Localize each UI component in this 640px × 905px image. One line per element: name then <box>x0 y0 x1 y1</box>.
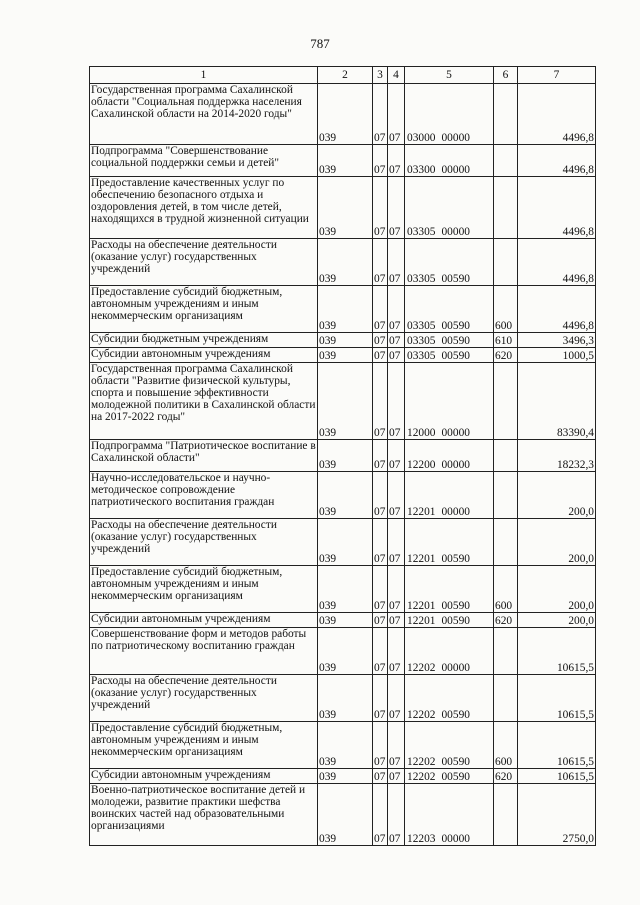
cell-ministry <box>318 239 373 286</box>
cell-amount <box>518 286 596 333</box>
cell-target-article <box>405 675 494 722</box>
cell-section <box>373 566 388 613</box>
table-row <box>90 722 596 769</box>
cell-name <box>90 675 318 722</box>
cell-expense-type <box>494 333 518 348</box>
cell-amount <box>518 675 596 722</box>
row-name: Государственная программа Сахалинской области "Развитие физической культуры, спорта и повышение эффективности молодежной политики в Сахалинской области на 2017-2022 годы" <box>91 363 316 424</box>
subsection-code: 07 <box>389 163 401 176</box>
cell-expense-type <box>494 84 518 145</box>
target-article-part2: 00590 <box>441 272 470 285</box>
cell-subsection <box>388 286 405 333</box>
table-row <box>90 613 596 628</box>
cell-ministry <box>318 519 373 566</box>
cell-target-article <box>405 177 494 239</box>
cell-subsection <box>388 613 405 628</box>
cell-section <box>373 472 388 519</box>
cell-name <box>90 628 318 675</box>
cell-amount <box>518 348 596 363</box>
cell-expense-type <box>494 145 518 177</box>
ministry-code: 039 <box>319 163 337 176</box>
cell-expense-type <box>494 363 518 440</box>
section-code: 07 <box>374 458 386 471</box>
cell-subsection <box>388 566 405 613</box>
cell-name <box>90 784 318 846</box>
cell-expense-type <box>494 613 518 628</box>
cell-target-article <box>405 145 494 177</box>
amount-value: 2750,0 <box>562 832 594 845</box>
cell-expense-type <box>494 784 518 846</box>
cell-ministry <box>318 440 373 472</box>
table-row <box>90 628 596 675</box>
target-article-part1: 12202 <box>407 770 436 783</box>
subsection-code: 07 <box>389 458 401 471</box>
cell-section <box>373 348 388 363</box>
cell-subsection <box>388 519 405 566</box>
cell-amount <box>518 628 596 675</box>
cell-section <box>373 177 388 239</box>
cell-name <box>90 363 318 440</box>
table-body <box>90 84 596 846</box>
target-article-part2: 00590 <box>441 319 470 332</box>
row-name: Предоставление субсидий бюджетным, автономным учреждениям и иным некоммерческим организациям <box>91 286 283 323</box>
header-cell: 5 <box>405 67 494 84</box>
cell-amount <box>518 239 596 286</box>
subsection-code: 07 <box>389 426 401 439</box>
cell-section <box>373 722 388 769</box>
table-row <box>90 286 596 333</box>
cell-name <box>90 286 318 333</box>
cell-subsection <box>388 239 405 286</box>
cell-amount <box>518 613 596 628</box>
target-article-part2: 00590 <box>441 334 470 347</box>
cell-section <box>373 675 388 722</box>
cell-expense-type <box>494 472 518 519</box>
cell-subsection <box>388 177 405 239</box>
section-code: 07 <box>374 272 386 285</box>
cell-name <box>90 239 318 286</box>
page-number: 787 <box>310 36 330 51</box>
subsection-code: 07 <box>389 832 401 845</box>
cell-name <box>90 722 318 769</box>
row-name: Военно-патриотическое воспитание детей и молодежи, развитие практики шефства воинских частей над образовательными организациями <box>91 784 306 833</box>
subsection-code: 07 <box>389 505 401 518</box>
cell-name <box>90 333 318 348</box>
header-cell: 2 <box>318 67 373 84</box>
cell-name <box>90 145 318 177</box>
target-article-part1: 12203 <box>407 832 436 845</box>
amount-value: 10615,5 <box>556 708 594 721</box>
cell-name <box>90 440 318 472</box>
target-article-part2: 00590 <box>441 552 470 565</box>
section-code: 07 <box>374 614 386 627</box>
cell-section <box>373 84 388 145</box>
cell-name <box>90 84 318 145</box>
cell-ministry <box>318 769 373 784</box>
section-code: 07 <box>374 832 386 845</box>
cell-ministry <box>318 613 373 628</box>
table-row <box>90 440 596 472</box>
cell-name <box>90 472 318 519</box>
section-code: 07 <box>374 131 386 144</box>
amount-value: 4496,8 <box>562 225 594 238</box>
ministry-code: 039 <box>319 661 337 674</box>
target-article-part1: 12201 <box>407 614 436 627</box>
cell-subsection <box>388 84 405 145</box>
section-code: 07 <box>374 770 386 783</box>
section-code: 07 <box>374 505 386 518</box>
ministry-code: 039 <box>319 272 337 285</box>
table-row <box>90 177 596 239</box>
target-article-part2: 00000 <box>441 426 470 439</box>
cell-section <box>373 286 388 333</box>
target-article-part1: 03305 <box>407 225 436 238</box>
subsection-code: 07 <box>389 614 401 627</box>
cell-amount <box>518 363 596 440</box>
cell-ministry <box>318 348 373 363</box>
subsection-code: 07 <box>389 131 401 144</box>
target-article-part2: 00590 <box>441 349 470 362</box>
row-name: Подпрограмма "Совершенствование социальной поддержки семьи и детей" <box>91 145 280 170</box>
cell-name <box>90 177 318 239</box>
cell-amount <box>518 440 596 472</box>
table-row <box>90 675 596 722</box>
table-row <box>90 519 596 566</box>
amount-value: 10615,5 <box>556 661 594 674</box>
amount-value: 10615,5 <box>556 755 594 768</box>
header-cell: 4 <box>388 67 405 84</box>
ministry-code: 039 <box>319 832 337 845</box>
row-name: Субсидии бюджетным учреждениям <box>91 333 269 345</box>
ministry-code: 039 <box>319 770 337 783</box>
target-article-part2: 00590 <box>441 755 470 768</box>
target-article-part2: 00000 <box>441 505 470 518</box>
table-row <box>90 84 596 145</box>
ministry-code: 039 <box>319 614 337 627</box>
cell-name <box>90 769 318 784</box>
cell-expense-type <box>494 239 518 286</box>
subsection-code: 07 <box>389 272 401 285</box>
row-name: Субсидии автономным учреждениям <box>91 613 271 625</box>
cell-ministry <box>318 363 373 440</box>
table-row <box>90 769 596 784</box>
cell-section <box>373 333 388 348</box>
cell-ministry <box>318 566 373 613</box>
cell-section <box>373 363 388 440</box>
cell-subsection <box>388 722 405 769</box>
cell-expense-type <box>494 769 518 784</box>
header-cell: 1 <box>90 67 318 84</box>
cell-subsection <box>388 784 405 846</box>
row-name: Совершенствование форм и методов работы по патриотическому воспитанию граждан <box>91 628 307 653</box>
cell-subsection <box>388 472 405 519</box>
cell-ministry <box>318 628 373 675</box>
target-article-part1: 12202 <box>407 661 436 674</box>
cell-name <box>90 348 318 363</box>
subsection-code: 07 <box>389 770 401 783</box>
table-row <box>90 333 596 348</box>
section-code: 07 <box>374 708 386 721</box>
section-code: 07 <box>374 426 386 439</box>
target-article-part2: 00590 <box>441 708 470 721</box>
section-code: 07 <box>374 225 386 238</box>
target-article-part2: 00000 <box>441 225 470 238</box>
amount-value: 3496,3 <box>562 334 594 347</box>
cell-target-article <box>405 286 494 333</box>
subsection-code: 07 <box>389 755 401 768</box>
cell-expense-type <box>494 675 518 722</box>
row-name: Предоставление субсидий бюджетным, автономным учреждениям и иным некоммерческим организациям <box>91 566 283 603</box>
cell-amount <box>518 519 596 566</box>
section-code: 07 <box>374 552 386 565</box>
cell-amount <box>518 722 596 769</box>
cell-amount <box>518 566 596 613</box>
ministry-code: 039 <box>319 334 337 347</box>
ministry-code: 039 <box>319 426 337 439</box>
cell-section <box>373 519 388 566</box>
cell-section <box>373 769 388 784</box>
amount-value: 200,0 <box>568 599 594 612</box>
cell-subsection <box>388 769 405 784</box>
target-article-part1: 03305 <box>407 272 436 285</box>
cell-amount <box>518 84 596 145</box>
cell-target-article <box>405 769 494 784</box>
amount-value: 200,0 <box>568 552 594 565</box>
expense-type-code: 620 <box>495 349 513 362</box>
cell-expense-type <box>494 519 518 566</box>
header-cell: 7 <box>518 67 596 84</box>
amount-value: 200,0 <box>568 505 594 518</box>
cell-ministry <box>318 722 373 769</box>
target-article-part1: 12201 <box>407 599 436 612</box>
cell-ministry <box>318 286 373 333</box>
amount-value: 1000,5 <box>562 349 594 362</box>
ministry-code: 039 <box>319 552 337 565</box>
row-name: Подпрограмма "Патриотическое воспитание в Сахалинской области" <box>91 440 316 465</box>
cell-target-article <box>405 333 494 348</box>
row-name: Предоставление субсидий бюджетным, автономным учреждениям и иным некоммерческим организациям <box>91 722 283 759</box>
cell-expense-type <box>494 440 518 472</box>
amount-value: 18232,3 <box>556 458 594 471</box>
expense-type-code: 610 <box>495 334 513 347</box>
cell-section <box>373 613 388 628</box>
cell-target-article <box>405 628 494 675</box>
cell-expense-type <box>494 722 518 769</box>
cell-target-article <box>405 722 494 769</box>
target-article-part2: 00000 <box>441 163 470 176</box>
cell-ministry <box>318 177 373 239</box>
row-name: Субсидии автономным учреждениям <box>91 769 271 781</box>
section-code: 07 <box>374 661 386 674</box>
amount-value: 83390,4 <box>556 426 594 439</box>
cell-amount <box>518 177 596 239</box>
amount-value: 4496,8 <box>562 163 594 176</box>
target-article-part1: 12201 <box>407 552 436 565</box>
section-code: 07 <box>374 163 386 176</box>
ministry-code: 039 <box>319 458 337 471</box>
cell-amount <box>518 472 596 519</box>
target-article-part1: 03305 <box>407 349 436 362</box>
cell-subsection <box>388 363 405 440</box>
ministry-code: 039 <box>319 505 337 518</box>
target-article-part1: 12200 <box>407 458 436 471</box>
section-code: 07 <box>374 334 386 347</box>
cell-expense-type <box>494 566 518 613</box>
section-code: 07 <box>374 319 386 332</box>
cell-name <box>90 566 318 613</box>
cell-section <box>373 239 388 286</box>
row-name: Научно-исследовательское и научно-методическое сопровождение патриотического воспитания граждан <box>91 472 275 509</box>
cell-subsection <box>388 145 405 177</box>
cell-section <box>373 784 388 846</box>
cell-amount <box>518 145 596 177</box>
target-article-part2: 00000 <box>441 458 470 471</box>
cell-subsection <box>388 333 405 348</box>
amount-value: 200,0 <box>568 614 594 627</box>
ministry-code: 039 <box>319 319 337 332</box>
expense-type-code: 620 <box>495 614 513 627</box>
subsection-code: 07 <box>389 334 401 347</box>
cell-expense-type <box>494 628 518 675</box>
cell-target-article <box>405 784 494 846</box>
target-article-part2: 00000 <box>441 832 470 845</box>
row-name: Субсидии автономным учреждениям <box>91 348 271 360</box>
row-name: Расходы на обеспечение деятельности (оказание услуг) государственных учреждений <box>91 675 277 712</box>
cell-subsection <box>388 348 405 363</box>
target-article-part1: 12202 <box>407 755 436 768</box>
target-article-part2: 00590 <box>441 599 470 612</box>
expense-type-code: 620 <box>495 770 513 783</box>
cell-target-article <box>405 472 494 519</box>
table-row <box>90 784 596 846</box>
cell-target-article <box>405 239 494 286</box>
budget-table <box>89 66 596 846</box>
cell-subsection <box>388 675 405 722</box>
cell-target-article <box>405 519 494 566</box>
subsection-code: 07 <box>389 319 401 332</box>
target-article-part1: 03000 <box>407 131 436 144</box>
target-article-part2: 00000 <box>441 661 470 674</box>
amount-value: 4496,8 <box>562 272 594 285</box>
cell-target-article <box>405 84 494 145</box>
subsection-code: 07 <box>389 552 401 565</box>
subsection-code: 07 <box>389 599 401 612</box>
cell-subsection <box>388 440 405 472</box>
cell-ministry <box>318 675 373 722</box>
cell-target-article <box>405 566 494 613</box>
cell-section <box>373 440 388 472</box>
cell-amount <box>518 784 596 846</box>
table-row <box>90 363 596 440</box>
cell-ministry <box>318 784 373 846</box>
cell-ministry <box>318 145 373 177</box>
cell-target-article <box>405 363 494 440</box>
expense-type-code: 600 <box>495 599 513 612</box>
table-row <box>90 348 596 363</box>
cell-section <box>373 628 388 675</box>
ministry-code: 039 <box>319 131 337 144</box>
cell-target-article <box>405 440 494 472</box>
cell-ministry <box>318 333 373 348</box>
row-name: Государственная программа Сахалинской области "Социальная поддержка населения Сахалинской области на 2014-2020 годы" <box>91 84 302 121</box>
section-code: 07 <box>374 349 386 362</box>
subsection-code: 07 <box>389 349 401 362</box>
amount-value: 4496,8 <box>562 319 594 332</box>
target-article-part1: 03300 <box>407 163 436 176</box>
cell-ministry <box>318 84 373 145</box>
target-article-part2: 00590 <box>441 770 470 783</box>
target-article-part1: 12202 <box>407 708 436 721</box>
expense-type-code: 600 <box>495 755 513 768</box>
cell-subsection <box>388 628 405 675</box>
ministry-code: 039 <box>319 755 337 768</box>
table-row <box>90 472 596 519</box>
target-article-part1: 03305 <box>407 319 436 332</box>
table-row <box>90 566 596 613</box>
cell-amount <box>518 769 596 784</box>
cell-name <box>90 613 318 628</box>
target-article-part1: 12000 <box>407 426 436 439</box>
section-code: 07 <box>374 599 386 612</box>
cell-name <box>90 519 318 566</box>
amount-value: 10615,5 <box>556 770 594 783</box>
subsection-code: 07 <box>389 225 401 238</box>
target-article-part2: 00000 <box>441 131 470 144</box>
expense-type-code: 600 <box>495 319 513 332</box>
target-article-part1: 03305 <box>407 334 436 347</box>
cell-target-article <box>405 613 494 628</box>
target-article-part1: 12201 <box>407 505 436 518</box>
ministry-code: 039 <box>319 349 337 362</box>
header-cell: 6 <box>494 67 518 84</box>
row-name: Предоставление качественных услуг по обеспечению безопасного отдыха и оздоровления детей, в том числе детей, находящихся в трудной жизненной ситуации <box>91 177 309 226</box>
header-row <box>90 67 596 84</box>
cell-expense-type <box>494 286 518 333</box>
ministry-code: 039 <box>319 599 337 612</box>
cell-expense-type <box>494 177 518 239</box>
target-article-part2: 00590 <box>441 614 470 627</box>
subsection-code: 07 <box>389 708 401 721</box>
cell-section <box>373 145 388 177</box>
amount-value: 4496,8 <box>562 131 594 144</box>
row-name: Расходы на обеспечение деятельности (оказание услуг) государственных учреждений <box>91 519 277 556</box>
cell-expense-type <box>494 348 518 363</box>
row-name: Расходы на обеспечение деятельности (оказание услуг) государственных учреждений <box>91 239 277 276</box>
table-row <box>90 145 596 177</box>
cell-target-article <box>405 348 494 363</box>
subsection-code: 07 <box>389 661 401 674</box>
table-row <box>90 239 596 286</box>
ministry-code: 039 <box>319 225 337 238</box>
cell-ministry <box>318 472 373 519</box>
cell-amount <box>518 333 596 348</box>
ministry-code: 039 <box>319 708 337 721</box>
header-cell: 3 <box>373 67 388 84</box>
section-code: 07 <box>374 755 386 768</box>
